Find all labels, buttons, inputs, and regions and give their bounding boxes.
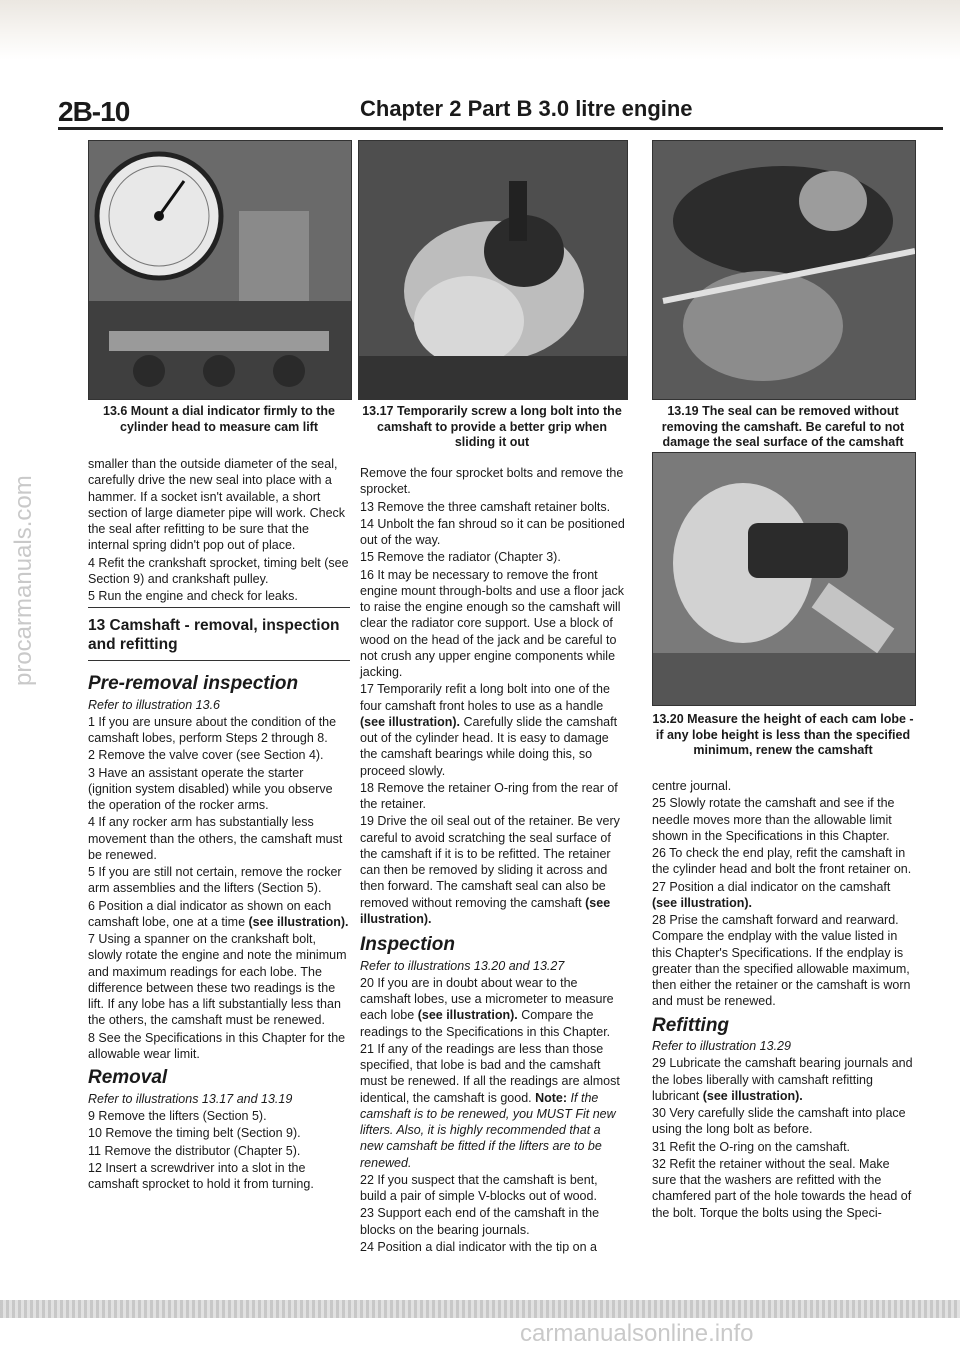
pre-removal-step-4: 4 If any rocker arm has substantially less movement than the others, the camshaft must be renewed.: [88, 815, 343, 862]
pre-removal-heading: Pre-removal inspection: [88, 673, 299, 694]
step-20-text-a: 20 If you are in doubt about wear to the camshaft lobes, use a micrometer to measure each lobe: [360, 975, 614, 1023]
col2-sprocket-step: Remove the four sprocket bolts and remove the sprocket.: [360, 466, 624, 497]
step-21-text: 21 If any of the readings are less than those specified, that lobe is bad and the camshaft must be renewed. If all the readings are almost identical, the camshaft is good.: [360, 1041, 620, 1105]
step-20-illustration-ref: (see illustration).: [417, 1008, 518, 1023]
column-2: [360, 465, 626, 1256]
inspection-step-25: 25 Slowly rotate the camshaft and see if the needle moves more than the allowable limit shown in the Specifications in this Chapter.: [652, 796, 895, 843]
step-21-note: If the camshaft is to be renewed, you MUST Fit new lifters. Also, it is highly recommended that a new camshaft be fitted if the lifters are to be renewed.: [360, 1090, 616, 1170]
removal-step-17: [360, 681, 626, 779]
scan-top-noise: [0, 0, 960, 60]
col3-centre-journal: centre journal.: [652, 779, 732, 793]
refitting-heading: Refitting: [652, 1014, 730, 1036]
pre-removal-step-8: 8 See the Specifications in this Chapter for the allowable wear limit.: [88, 1030, 346, 1061]
pre-removal-step-2: 2 Remove the valve cover (see Section 4).: [88, 748, 324, 763]
removal-heading: Removal: [88, 1067, 168, 1089]
removal-step-14: 14 Unbolt the fan shroud so it can be positioned out of the way.: [360, 516, 625, 547]
caption-13-6: 13.6 Mount a dial indicator firmly to the cylinder head to measure cam lift: [103, 404, 335, 434]
step-21-note-label: Note:: [535, 1090, 568, 1105]
photo-micrometer: [652, 452, 916, 706]
pre-removal-step-1: 1 If you are unsure about the condition of the camshaft lobes, perform Steps 2 through 8.: [88, 714, 337, 746]
step-29-illustration-ref: (see illustration).: [702, 1088, 803, 1103]
removal-step-13: 13 Remove the three camshaft retainer bolts.: [360, 499, 611, 514]
step-6-illustration-ref: (see illustration).: [248, 914, 349, 929]
refitting-step-30: 30 Very carefully slide the camshaft into place using the long bolt as before.: [652, 1106, 906, 1137]
page-number: 2B-10: [58, 96, 130, 127]
inspection-step-28: 28 Prise the camshaft forward and rearward. Compare the endplay with the value listed in this Chapter's Specifications. If the endplay is greater than the specified allowable maximum, then either the retainer or the camshaft is worn and must be renewed.: [652, 913, 911, 1009]
chapter-title: Chapter 2 Part B 3.0 litre engine: [360, 96, 693, 121]
removal-step-9: 9 Remove the lifters (Section 5).: [88, 1109, 267, 1124]
inspection-step-20: [360, 975, 626, 1040]
bottom-watermark: carmanualsonline.info: [520, 1320, 754, 1347]
step-17-illustration-ref: (see illustration).: [360, 714, 461, 729]
col1-step-4: 4 Refit the crankshaft sprocket, timing belt (see Section 9) and crankshaft pulley.: [88, 555, 349, 586]
column-1-pre-removal: [88, 672, 350, 1193]
step-20-text-b: Compare the readings to the Specifications in this Chapter.: [360, 1008, 611, 1039]
pre-removal-step-3: 3 Have an assistant operate the starter (ignition system disabled) while you observe the operation of the rocker arms.: [88, 765, 333, 813]
pre-removal-ref: Refer to illustration 13.6: [88, 697, 221, 712]
col1-step-5: 5 Run the engine and check for leaks.: [88, 589, 298, 603]
column-1: [88, 456, 350, 605]
inspection-step-21: [360, 1041, 626, 1171]
col1-intro-paragraph: smaller than the outside diameter of the seal, carefully drive the new seal into place with a hammer. If a socket isn't available, a short section of large diameter pipe will work. Check the seal after refitting to be sure that the internal spring didn't pop out of place.: [88, 457, 346, 553]
step-17-text-b: Carefully slide the camshaft out of the cylinder head. It is easy to damage the camshaft bearings while doing this, so proceed slowly.: [360, 714, 618, 778]
inspection-step-24: 24 Position a dial indicator with the tip on a: [360, 1239, 597, 1254]
header-rule: [58, 127, 943, 130]
step-19-text: 19 Drive the oil seal out of the retainer. Be very careful to avoid scratching the seal surface of the camshaft if it is to be refitted. The retainer can then be removed by sliding it across and then forward. The camshaft seal can also be removed without removing the camshaft: [360, 814, 620, 910]
photo-camshaft-bolt: [358, 140, 628, 400]
refitting-ref: Refer to illustration 13.29: [652, 1039, 791, 1054]
step-29-text: 29 Lubricate the camshaft bearing journals and the lobes liberally with camshaft refitting lubricant: [652, 1056, 913, 1103]
photo-seal-removal: [652, 140, 916, 400]
photo-dial-indicator: [88, 140, 352, 400]
removal-step-10: 10 Remove the timing belt (Section 9).: [88, 1126, 301, 1141]
inspection-ref: Refer to illustrations 13.20 and 13.27: [360, 958, 565, 973]
section-13-title: 13 Camshaft - removal, inspection and refitting: [88, 617, 340, 654]
pre-removal-step-5: 5 If you are still not certain, remove the rocker arm assemblies and the lifters (Section 5).: [88, 865, 342, 896]
step-27-text: 27 Position a dial indicator on the camshaft: [652, 879, 891, 894]
step-27-illustration-ref: (see illustration).: [652, 895, 753, 910]
column-3: [652, 778, 914, 1222]
inspection-step-22: 22 If you suspect that the camshaft is bent, build a pair of simple V-blocks out of wood.: [360, 1172, 598, 1204]
caption-13-20: 13.20 Measure the height of each cam lobe - if any lobe height is less than the specified minimum, renew the camshaft: [652, 712, 914, 758]
step-6-text: 6 Position a dial indicator as shown on each camshaft lobe, one at a time: [88, 898, 332, 929]
pre-removal-step-6: [88, 898, 350, 931]
refitting-step-31: 31 Refit the O-ring on the camshaft.: [652, 1139, 851, 1154]
removal-step-18: 18 Remove the retainer O-ring from the rear of the retainer.: [360, 780, 618, 811]
inspection-step-23: 23 Support each end of the camshaft in the blocks on the bearing journals.: [360, 1206, 600, 1237]
pre-removal-step-7: 7 Using a spanner on the crankshaft bolt, slowly rotate the engine and note the minimum and maximum readings for each lobe. The difference between these two readings is the lift. If any lobe has a lift substantially less than the others, the camshaft must be renewed.: [88, 932, 347, 1028]
section-rule-bottom: [88, 660, 350, 661]
inspection-step-27: [652, 879, 914, 912]
inspection-heading: Inspection: [360, 934, 456, 955]
scan-bottom-noise: [0, 1300, 960, 1318]
refitting-step-32: 32 Refit the retainer without the seal. Make sure that the washers are refitted with the chamfered part of the hole towards the head of the bolt. Torque the bolts using the Speci-: [652, 1156, 912, 1220]
section-rule-top: [88, 607, 350, 608]
removal-step-19: [360, 813, 626, 927]
removal-step-16: 16 It may be necessary to remove the front engine mount through-bolts and use a floor jack to raise the engine enough so the camshaft will clear the radiator core support. Use a block of wood on the head of the jack and be careful to not crush any upper engine components while jacking.: [360, 567, 625, 679]
step-19-illustration-ref: (see illustration).: [360, 895, 611, 926]
removal-ref: Refer to illustrations 13.17 and 13.19: [88, 1091, 293, 1106]
side-watermark: procarmanuals.com: [10, 475, 37, 686]
removal-step-12: 12 Insert a screwdriver into a slot in the camshaft sprocket to hold it from turning.: [88, 1160, 314, 1192]
refitting-step-29: [652, 1055, 914, 1104]
caption-13-17: 13.17 Temporarily screw a long bolt into the camshaft to provide a better grip when sliding it out: [362, 404, 622, 450]
removal-step-15: 15 Remove the radiator (Chapter 3).: [360, 550, 561, 565]
caption-13-19: 13.19 The seal can be removed without removing the camshaft. Be careful to not damage the seal surface of the camshaft: [661, 404, 905, 450]
inspection-step-26: 26 To check the end play, refit the camshaft in the cylinder head and bolt the front retainer on.: [652, 846, 912, 877]
removal-step-11: 11 Remove the distributor (Chapter 5).: [88, 1143, 301, 1158]
step-17-text-a: 17 Temporarily refit a long bolt into one of the four camshaft front holes to use as a handle: [360, 682, 610, 713]
